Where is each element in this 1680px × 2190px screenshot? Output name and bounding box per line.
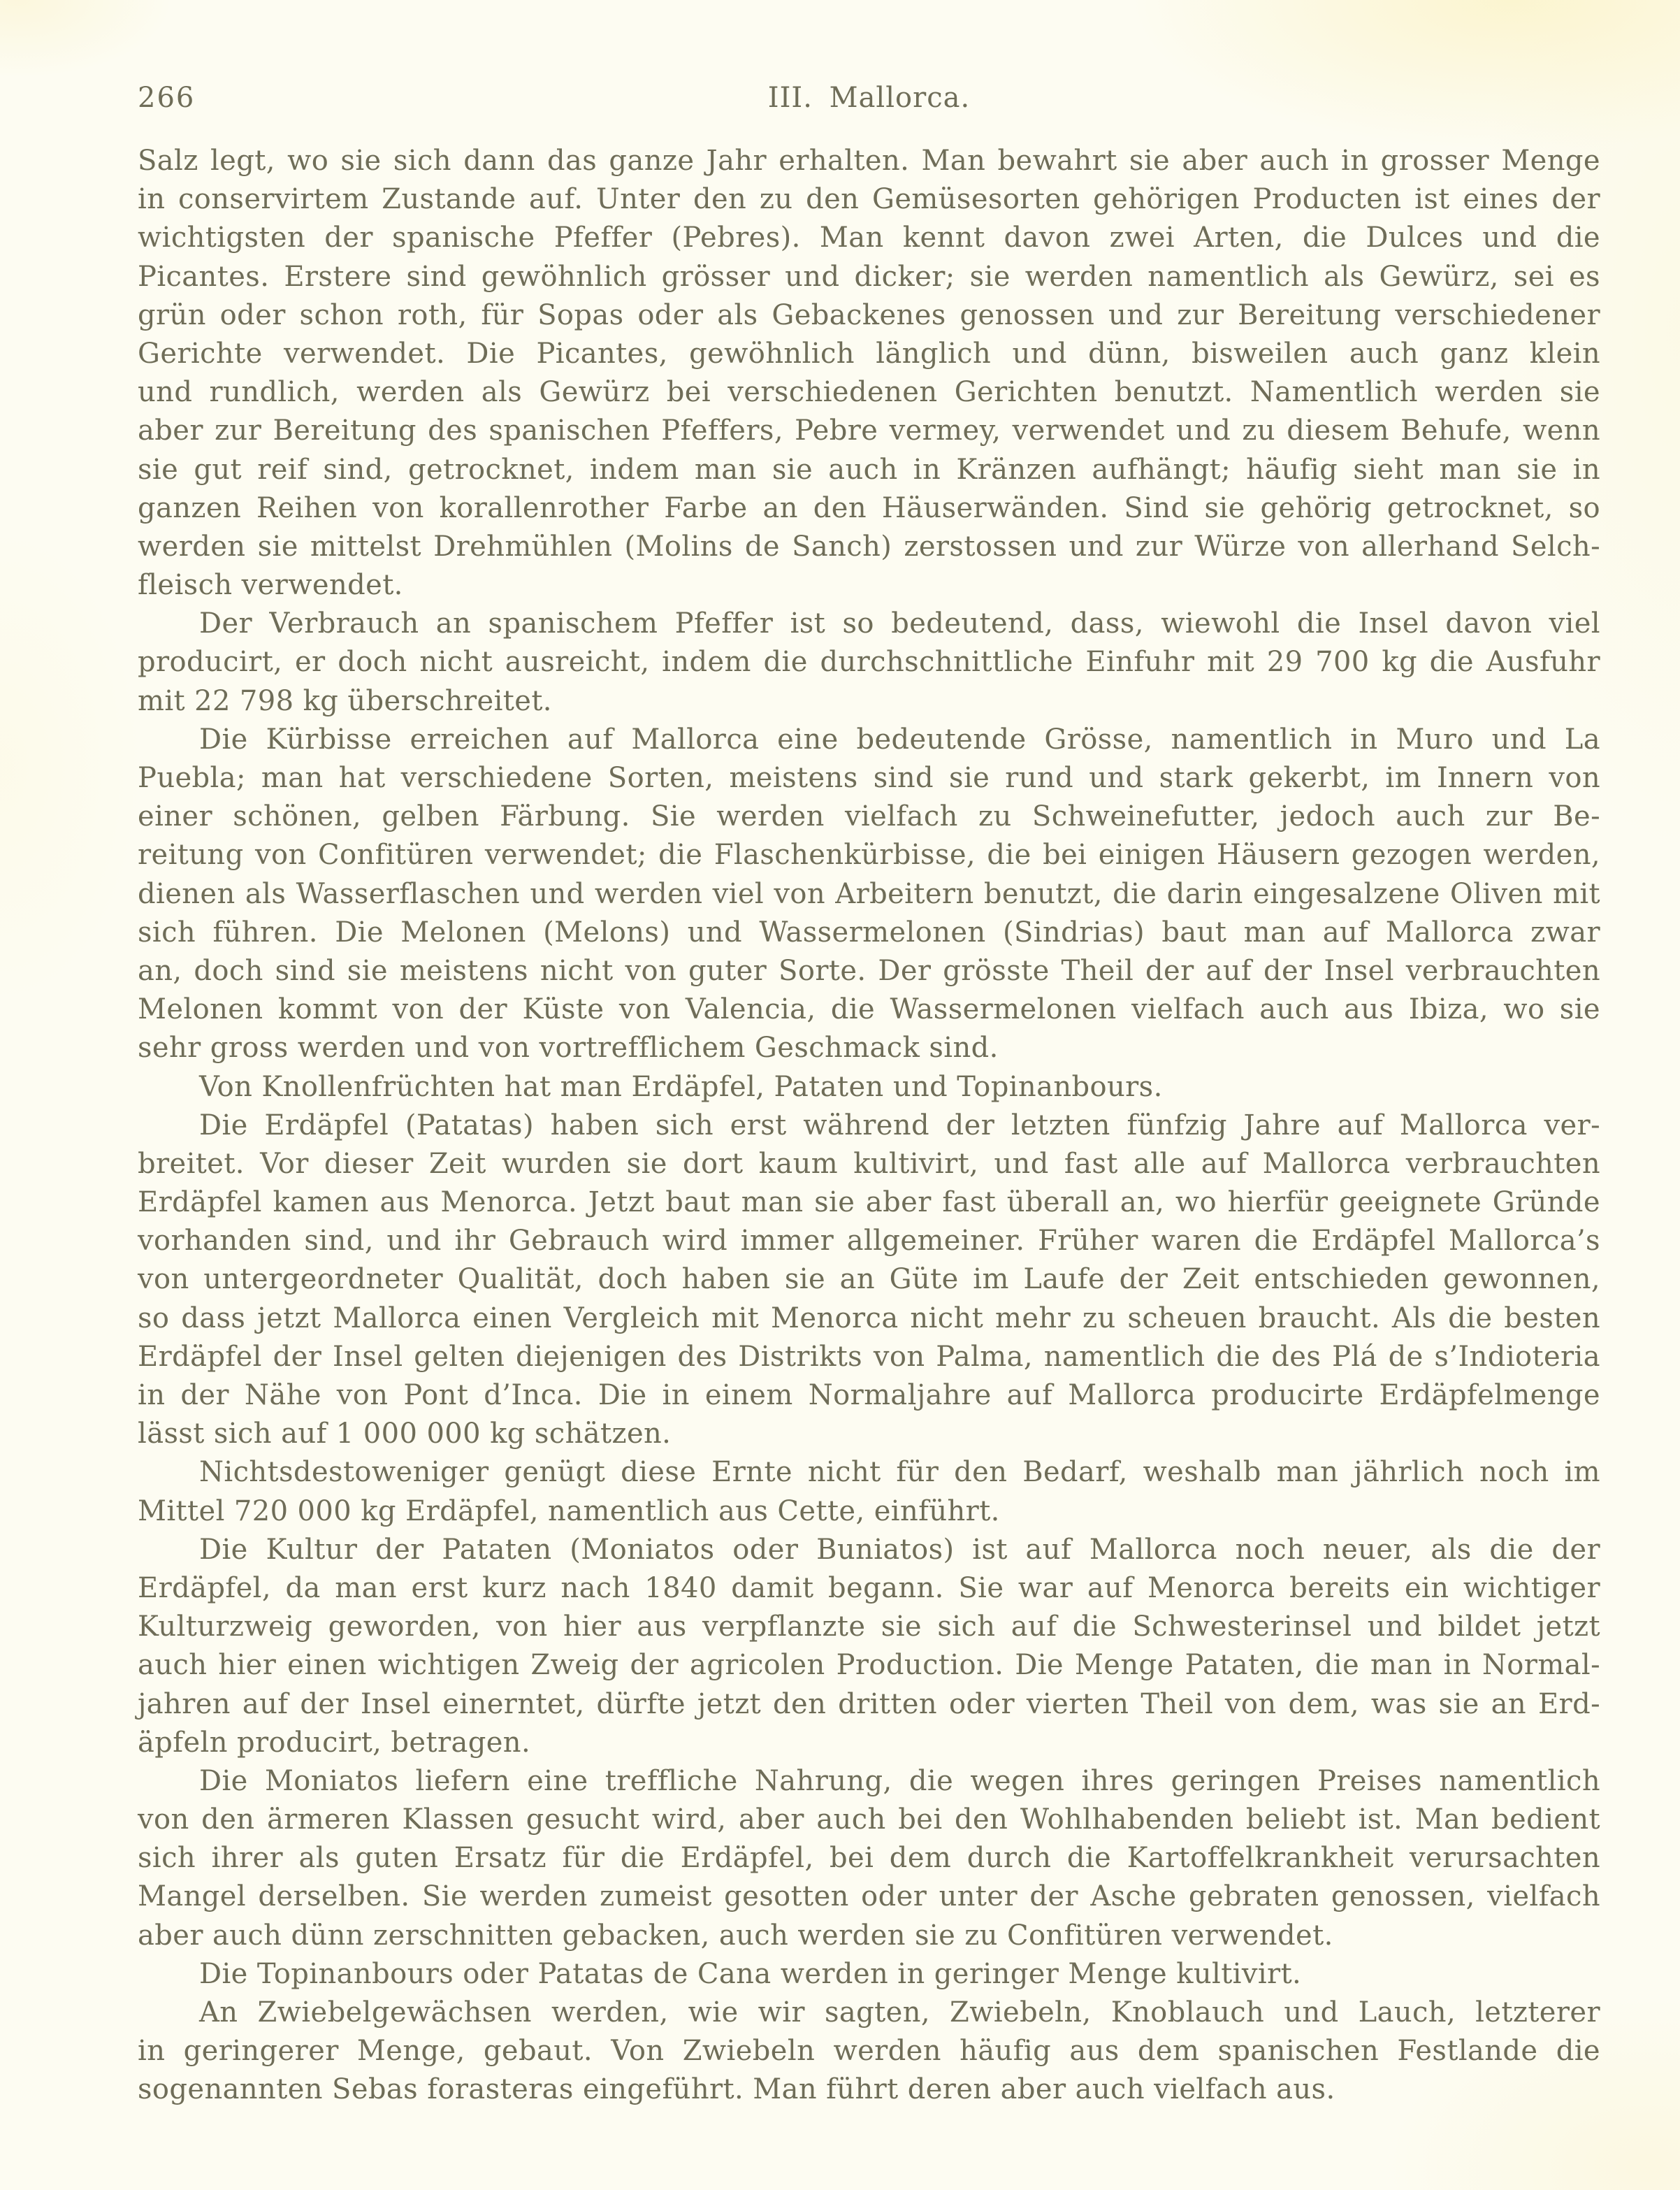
text-line: in der Nähe von Pont d’Inca. Die in einem Normaljahre auf Mallorca producirte Erdäpfelmenge: [138, 1379, 1600, 1411]
text-line: Puebla; man hat verschiedene Sorten, meistens sind sie rund und stark gekerbt, im Innern von: [138, 762, 1600, 794]
text-line: von den ärmeren Klassen gesucht wird, aber auch bei den Wohlhabenden beliebt ist. Man bedient: [138, 1803, 1600, 1836]
text-line: Gerichte verwendet. Die Picantes, gewöhnlich länglich und dünn, bisweilen auch ganz klein: [138, 337, 1600, 370]
text-line: lässt sich auf 1 000 000 kg schätzen.: [138, 1418, 672, 1450]
text-line: Kulturzweig geworden, von hier aus verpflanzte sie sich auf die Schwesterinsel und bildet jetzt: [138, 1611, 1600, 1643]
text-line: Die Moniatos liefern eine treffliche Nahrung, die wegen ihres geringen Preises namentlich: [199, 1764, 1600, 1797]
paragraph: [138, 605, 1600, 721]
text-line: sich ihrer als guten Ersatz für die Erdäpfel, bei dem durch die Kartoffelkrankheit verursachten: [138, 1842, 1600, 1875]
text-line: einer schönen, gelben Färbung. Sie werden vielfach zu Schweinefutter, jedoch auch zur Be-: [138, 800, 1600, 833]
text-line: Von Knollenfrüchten hat man Erdäpfel, Pataten und Topinanbours.: [199, 1070, 1163, 1103]
page-number: 266: [138, 82, 196, 114]
paragraph: [138, 1453, 1600, 1530]
text-line: wichtigsten der spanische Pfeffer (Pebres). Man kennt davon zwei Arten, die Dulces und die: [138, 222, 1600, 254]
text-line: in geringerer Menge, gebaut. Von Zwiebeln werden häufig aus dem spanischen Festlande die: [138, 2035, 1600, 2068]
text-line: Erdäpfel der Insel gelten diejenigen des Distrikts von Palma, namentlich die des Plá de s’Indioteria: [138, 1340, 1600, 1373]
text-line: sehr gross werden und von vortrefflichem Geschmack sind.: [138, 1032, 999, 1065]
text-line: breitet. Vor dieser Zeit wurden sie dort kaum kultivirt, und fast alle auf Mallorca verbrauchten: [138, 1147, 1600, 1180]
text-line: Erdäpfel kamen aus Menorca. Jetzt baut man sie aber fast überall an, wo hierfür geeignete Gründe: [138, 1186, 1600, 1219]
text-line: mit 22 798 kg überschreitet.: [138, 684, 552, 717]
text-line: grün oder schon roth, für Sopas oder als Gebackenes genossen und zur Bereitung verschiedener: [138, 298, 1600, 331]
text-line: Erdäpfel, da man erst kurz nach 1840 damit begann. Sie war auf Menorca bereits ein wichtiger: [138, 1571, 1600, 1604]
text-line: an, doch sind sie meistens nicht von guter Sorte. Der grösste Theil der auf der Insel verbrauchten: [138, 954, 1600, 987]
text-line: sogenannten Sebas forasteras eingeführt. Man führt deren aber auch vielfach aus.: [138, 2073, 1335, 2106]
text-line: aber zur Bereitung des spanischen Pfeffers, Pebre vermey, verwendet und zu diesem Behufe, wenn: [138, 415, 1600, 447]
paragraph: [138, 1994, 1600, 2110]
text-line: Nichtsdestoweniger genügt diese Ernte nicht für den Bedarf, weshalb man jährlich noch im: [199, 1456, 1600, 1489]
text-line: sie gut reif sind, getrocknet, indem man sie auch in Kränzen aufhängt; häufig sieht man sie in: [138, 453, 1600, 486]
text-line: Picantes. Erstere sind gewöhnlich grösser und dicker; sie werden namentlich als Gewürz, sei es: [138, 260, 1600, 293]
text-line: Mittel 720 000 kg Erdäpfel, namentlich aus Cette, einführt.: [138, 1494, 1000, 1527]
text-line: An Zwiebelgewächsen werden, wie wir sagten, Zwiebeln, Knoblauch und Lauch, letzterer: [199, 1996, 1600, 2029]
text-line: von untergeordneter Qualität, doch haben sie an Güte im Laufe der Zeit entschieden gewonnen,: [138, 1263, 1600, 1296]
text-line: vorhanden sind, und ihr Gebrauch wird immer allgemeiner. Früher waren die Erdäpfel Mallorca’s: [138, 1225, 1600, 1258]
text-line: äpfeln producirt, betragen.: [138, 1726, 531, 1759]
text-line: und rundlich, werden als Gewürz bei verschiedenen Gerichten benutzt. Namentlich werden sie: [138, 376, 1600, 409]
text-line: Die Kürbisse erreichen auf Mallorca eine bedeutende Grösse, namentlich in Muro und La: [199, 723, 1600, 756]
text-line: fleisch verwendet.: [138, 569, 403, 602]
paragraph: [138, 1531, 1600, 1762]
text-line: auch hier einen wichtigen Zweig der agricolen Production. Die Menge Pataten, die man in Normal-: [138, 1649, 1600, 1682]
body-text: [138, 142, 1600, 2110]
text-line: werden sie mittelst Drehmühlen (Molins de Sanch) zerstossen und zur Würze von allerhand Selch-: [138, 530, 1600, 563]
text-line: jahren auf der Insel einerntet, dürfte jetzt den dritten oder vierten Theil von dem, was sie an Erd-: [138, 1687, 1600, 1720]
text-line: producirt, er doch nicht ausreicht, indem die durchschnittliche Einfuhr mit 29 700 kg die Ausfuhr: [138, 646, 1600, 679]
text-line: Melonen kommt von der Küste von Valencia, die Wassermelonen vielfach auch aus Ibiza, wo sie: [138, 993, 1600, 1026]
paragraph: [138, 142, 1600, 605]
text-line: Die Topinanbours oder Patatas de Cana werden in geringer Menge kultivirt.: [199, 1957, 1302, 1990]
paragraph: [138, 1068, 1600, 1107]
text-line: Der Verbrauch an spanischem Pfeffer ist so bedeutend, dass, wiewohl die Insel davon viel: [199, 607, 1600, 640]
paragraph: [138, 721, 1600, 1068]
text-line: ganzen Reihen von korallenrother Farbe an den Häuserwänden. Sind sie gehörig getrocknet, so: [138, 491, 1600, 524]
text-line: in conservirtem Zustande auf. Unter den zu den Gemüsesorten gehörigen Producten ist eines der: [138, 183, 1600, 216]
page-header: [138, 81, 1600, 119]
running-head: III. Mallorca.: [767, 82, 971, 114]
paragraph: [138, 1955, 1600, 1994]
text-line: so dass jetzt Mallorca einen Vergleich mit Menorca nicht mehr zu scheuen braucht. Als die besten: [138, 1302, 1600, 1334]
paragraph: [138, 1107, 1600, 1454]
text-line: Salz legt, wo sie sich dann das ganze Jahr erhalten. Man bewahrt sie aber auch in grosser Menge: [138, 145, 1600, 177]
text-line: reitung von Confitüren verwendet; die Flaschenkürbisse, die bei einigen Häusern gezogen werden,: [138, 839, 1600, 872]
text-line: Die Erdäpfel (Patatas) haben sich erst während der letzten fünfzig Jahre auf Mallorca ver-: [199, 1109, 1600, 1141]
paragraph: [138, 1762, 1600, 1955]
text-line: Die Kultur der Pataten (Moniatos oder Buniatos) ist auf Mallorca noch neuer, als die der: [199, 1533, 1600, 1566]
text-line: sich führen. Die Melonen (Melons) und Wassermelonen (Sindrias) baut man auf Mallorca zwar: [138, 916, 1600, 949]
text-line: dienen als Wasserflaschen und werden viel von Arbeitern benutzt, die darin eingesalzene Oliven mit: [138, 877, 1600, 910]
text-line: Mangel derselben. Sie werden zumeist gesotten oder unter der Asche gebraten genossen, vielfach: [138, 1880, 1600, 1913]
text-line: aber auch dünn zerschnitten gebacken, auch werden sie zu Confitüren verwendet.: [138, 1919, 1333, 1952]
